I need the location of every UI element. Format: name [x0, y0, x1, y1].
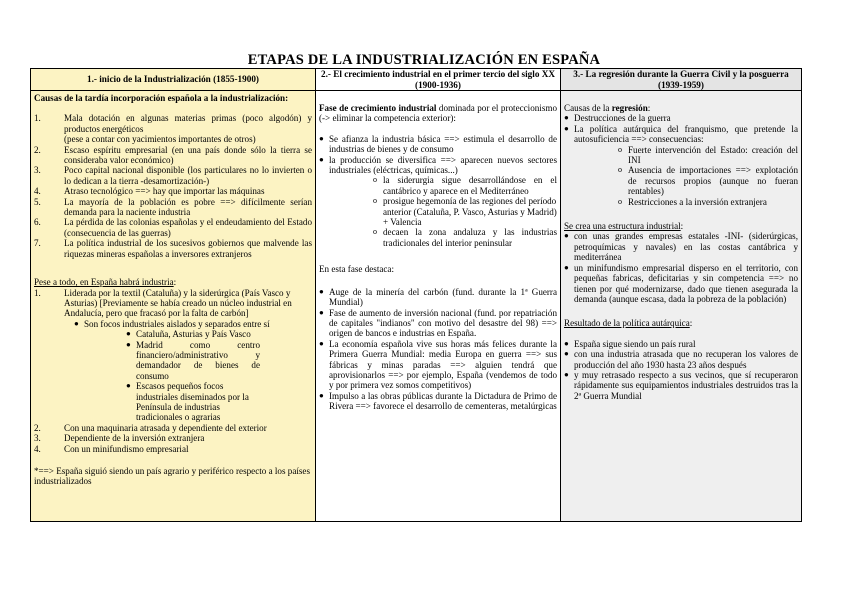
column-header-stage-1: 1.- inicio de la Industrialización (1855-1900)	[31, 69, 316, 91]
industry-focus-item: ● Escasos pequeños focos industriales diseminados por la Península de industrias tradicionales o agrarias	[126, 381, 249, 423]
cause-item: 7. La política industrial de los sucesivos gobiernos que malvende las riquezas mineras españolas a inversores extranjeros	[34, 238, 312, 259]
cause-item: 3. Poco capital nacional disponible (los particulares no lo invierten o lo dedican a la tierra -desamortización-)	[34, 165, 312, 186]
industry-point: 2. Con una maquinaria atrasada y dependiente del exterior	[34, 422, 267, 433]
autarky-result-heading: Resultado de la política autárquica:	[564, 318, 693, 329]
result-bullet: ● con una industria atrasada que no recuperan los valores de producción del año 1930 hasta 23 años después	[564, 349, 798, 370]
autarky-consequence: o Restricciones a la inversión extranjera	[618, 196, 767, 207]
column-header-stage-3: 3.- La regresión durante la Guerra Civil y la posguerra (1939-1959)	[561, 69, 802, 91]
industry-focus-item: ● Cataluña, Asturias y País Vasco	[126, 329, 251, 340]
growth-sub-item: o prosigue hegemonía de las regiones del período anterior (Cataluña, P. Vasco, Asturias y Madrid) + Valencia	[373, 196, 557, 228]
stage-3-cell	[561, 91, 802, 522]
stages-table	[30, 68, 802, 522]
industry-point: 4. Con un minifundismo empresarial	[34, 443, 189, 454]
result-bullet: ● y muy retrasado respecto a sus vecinos, que sí recuperaron rápidamente sus equipamientos industriales destruidos tras la 2ª Guerra Mundial	[564, 369, 798, 401]
industry-point: 1. Liderada por la textil (Cataluña) y la siderúrgica (País Vasco y Asturias) [Previamente se había creado un núcleo industrial en Andalucía, pero que fracasó por la falta de carbón]	[34, 287, 292, 319]
page-title: ETAPAS DE LA INDUSTRIALIZACIÓN EN ESPAÑA	[247, 52, 601, 68]
stage-2-cell	[316, 91, 561, 522]
industry-sub-bullet: ● Son focos industriales aislados y separados entre sí	[74, 318, 270, 329]
cause-item: 4. Atraso tecnológico ==> hay que importar las máquinas	[34, 186, 265, 197]
growth-bullet: ● Se afianza la industria básica ==> estimula el desarrollo de industrias de bienes y de consumo	[319, 133, 557, 155]
highlight-bullet: ● Fase de aumento de inversión nacional (fund. por repatriación de capitales "indianos" con motivo del desastre del 98) ==> origen de bancos e industrias en España.	[319, 307, 557, 339]
industry-heading: Pese a todo, en España habrá industria:	[34, 277, 177, 288]
phase-highlights-heading: En esta fase destaca:	[319, 264, 394, 275]
highlight-bullet: ● Auge de la minería del carbón (fund. durante la 1ª Guerra Mundial)	[319, 286, 557, 308]
growth-sub-item: o la siderurgia sigue desarrollándose en el cantábrico y aparece en el Mediterráneo	[373, 175, 557, 196]
late-causes-heading: Causas de la tardía incorporación española a la industrialización:	[34, 93, 289, 103]
structure-bullet: ● con unas grandes empresas estatales -INI- (siderúrgicas, petroquímicas y navales) en las costas cantábrica y mediterránea	[564, 231, 798, 263]
cause-item: 5. La mayoría de la población es pobre ==> difícilmente serían demanda para la naciente industria	[34, 196, 312, 218]
growth-sub-item: o decaen la zona andaluza y las industrias tradicionales del interior peninsular	[373, 227, 557, 248]
industrial-structure-heading: Se crea una estructura industrial:	[564, 221, 684, 232]
cause-item: 6. La pérdida de las colonias españolas y el endeudamiento del Estado (consecuencia de las guerras)	[34, 217, 312, 238]
autarky-consequence: o Fuerte intervención del Estado: creación del INI	[618, 144, 798, 166]
cause-item: 2. Escaso espíritu empresarial (en una país donde sólo la tierra se consideraba valor económico)	[34, 144, 312, 166]
structure-bullet: ● un minifundismo empresarial disperso en el territorio, con pequeñas fabricas, deficitarias y sin competencia ==> no tienen por qué modernizarse, dado que tienen asegurada la demanda (aunque escasa, dada la pobreza de la población)	[564, 262, 798, 304]
growth-phase-intro: Fase de crecimiento industrial dominada por el proteccionismo (-> eliminar la competencia exterior):	[319, 103, 557, 124]
regression-bullet: ● Destrucciones de la guerra	[564, 113, 671, 124]
regression-causes-heading: Causas de la regresión:	[564, 103, 651, 113]
conclusion-footnote: *==> España siguió siendo un país agrario y periférico respecto a los países industrializados	[34, 466, 310, 487]
growth-bullet: ● la producción se diversifica ==> aparecen nuevos sectores industriales (eléctricas, químicas...)	[319, 154, 557, 176]
result-bullet: ● España sigue siendo un país rural	[564, 338, 696, 349]
column-header-stage-2: 2.- El crecimiento industrial en el primer tercio del siglo XX (1900-1936)	[316, 69, 561, 91]
stage-1-cell	[31, 91, 316, 522]
highlight-bullet: ● La economía española vive sus horas más felices durante la Primera Guerra Mundial: media Europa en guerra ==> sus fábricas y minas paradas ==> alguien tendrá que aprovisionarlos ==> por ejemplo, España (vendemos de todo y por primera vez somos competitivos)	[319, 338, 557, 391]
highlight-bullet: ● Impulso a las obras públicas durante la Dictadura de Primo de Rivera ==> favorece el desarrollo de cementeras, metalúrgicas	[319, 390, 557, 412]
cause-item: 1. Mala dotación en algunas materias primas (poco algodón) y productos energéticos (pese a contar con yacimientos importantes de otros)	[34, 113, 312, 145]
industry-point: 3. Dependiente de la inversión extranjera	[34, 433, 205, 444]
autarky-consequence: o Ausencia de importaciones ==> explotación de recursos propios (aunque no fueran rentables)	[618, 165, 798, 197]
industry-focus-item: ● Madrid como centro financiero/administrativo y demandador de bienes de consumo	[126, 339, 260, 381]
regression-bullet: ● La política autárquica del franquismo, que pretende la autosuficiencia ==> consecuencias:	[564, 123, 798, 145]
